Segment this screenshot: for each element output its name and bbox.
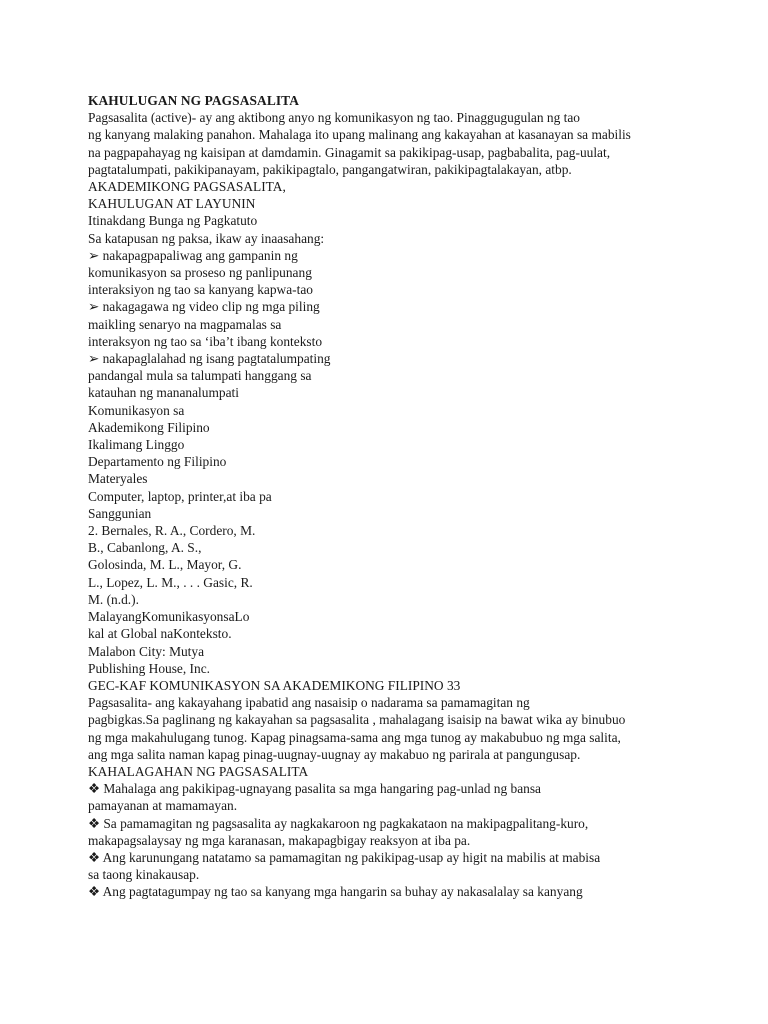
text-line: Ikalimang Linggo bbox=[88, 437, 185, 453]
text-line: Itinakdang Bunga ng Pagkatuto bbox=[88, 213, 258, 229]
text-line: makapagsalaysay ng mga karanasan, makapagbigay reaksyon at iba pa. bbox=[88, 832, 471, 848]
text-line: ❖ Ang karunungang natatamo sa pamamagitan ng pakikipag-usap ay higit na mabilis at mabisa bbox=[88, 849, 601, 865]
document-page bbox=[88, 92, 728, 901]
text-line: pamayanan at mamamayan. bbox=[88, 798, 238, 814]
text-line: ng mga makahulugang tunog. Kapag pinagsama-sama ang mga tunog ay makabubuo ng mga salita, bbox=[88, 729, 621, 745]
text-line: ❖ Sa pamamagitan ng pagsasalita ay nagkakaroon ng pagkakataon na makipagpalitang-kuro, bbox=[88, 815, 589, 831]
text-line: ➢ nakapaglalahad ng isang pagtatalumpating bbox=[88, 351, 331, 367]
text-line: ng kanyang malaking panahon. Mahalaga ito upang malinang ang kakayahan at kasanayan sa mabilis bbox=[88, 127, 631, 143]
text-line: Departamento ng Filipino bbox=[88, 454, 227, 470]
document-title: KAHULUGAN NG PAGSASALITA bbox=[88, 93, 299, 108]
text-line: kal at Global naKonteksto. bbox=[88, 626, 232, 642]
text-line: AKADEMIKONG PAGSASALITA, bbox=[88, 179, 286, 195]
document-body bbox=[88, 109, 728, 900]
text-line: Malabon City: Mutya bbox=[88, 643, 205, 659]
text-line: katauhan ng mananalumpati bbox=[88, 385, 239, 401]
text-line: interaksiyon ng tao sa kanyang kapwa-tao bbox=[88, 282, 313, 298]
text-line: sa taong kinakausap. bbox=[88, 867, 200, 883]
text-line: Akademikong Filipino bbox=[88, 419, 210, 435]
text-line: KAHALAGAHAN NG PAGSASALITA bbox=[88, 763, 309, 779]
text-line: Materyales bbox=[88, 471, 148, 487]
text-line: Pagsasalita (active)- ay ang aktibong anyo ng komunikasyon ng tao. Pinaggugugulan ng tao bbox=[88, 110, 581, 126]
text-line: ➢ nakagagawa ng video clip ng mga piling bbox=[88, 299, 320, 315]
text-line: L., Lopez, L. M., . . . Gasic, R. bbox=[88, 574, 253, 590]
text-line: ➢ nakapagpapaliwag ang gampanin ng bbox=[88, 247, 298, 263]
text-line: pagtatalumpati, pakikipanayam, pakikipagtalo, pangangatwiran, pakikipagtalakayan, atbp. bbox=[88, 161, 572, 177]
text-line: M. (n.d.). bbox=[88, 591, 139, 607]
text-line: Golosinda, M. L., Mayor, G. bbox=[88, 557, 242, 573]
text-line: komunikasyon sa proseso ng panlipunang bbox=[88, 265, 312, 281]
text-line: GEC-KAF KOMUNIKASYON SA AKADEMIKONG FILIPINO 33 bbox=[88, 677, 461, 693]
text-line: maikling senaryo na magpamalas sa bbox=[88, 316, 282, 332]
text-line: MalayangKomunikasyonsaLo bbox=[88, 609, 250, 625]
text-line: pandangal mula sa talumpati hanggang sa bbox=[88, 368, 312, 384]
text-line: Komunikasyon sa bbox=[88, 402, 185, 418]
text-line: ❖ Ang pagtatagumpay ng tao sa kanyang mga hangarin sa buhay ay nakasalalay sa kanyang bbox=[88, 884, 583, 900]
text-line: na pagpapahayag ng kaisipan at damdamin. Ginagamit sa pakikipag-usap, pagbabalita, pag-uulat, bbox=[88, 144, 611, 160]
text-line: Sa katapusan ng paksa, ikaw ay inaasahang: bbox=[88, 230, 325, 246]
text-line: 2. Bernales, R. A., Cordero, M. bbox=[88, 523, 256, 539]
text-line: Publishing House, Inc. bbox=[88, 660, 210, 676]
text-line: B., Cabanlong, A. S., bbox=[88, 540, 202, 556]
text-line: Computer, laptop, printer,at iba pa bbox=[88, 488, 272, 504]
text-line: Pagsasalita- ang kakayahang ipabatid ang nasaisip o nadarama sa pamamagitan ng bbox=[88, 695, 530, 711]
text-line: ang mga salita naman kapag pinag-uugnay-uugnay ay makabuo ng parirala at pangungusap. bbox=[88, 746, 581, 762]
text-line: Sanggunian bbox=[88, 505, 152, 521]
text-line: ❖ Mahalaga ang pakikipag-ugnayang pasalita sa mga hangaring pag-unlad ng bansa bbox=[88, 781, 541, 797]
text-line: KAHULUGAN AT LAYUNIN bbox=[88, 196, 256, 212]
text-line: pagbigkas.Sa paglinang ng kakayahan sa pagsasalita , mahalagang isaisip na bawat wika ay binubuo bbox=[88, 712, 626, 728]
text-line: interaksyon ng tao sa ‘iba’t ibang konteksto bbox=[88, 333, 323, 349]
